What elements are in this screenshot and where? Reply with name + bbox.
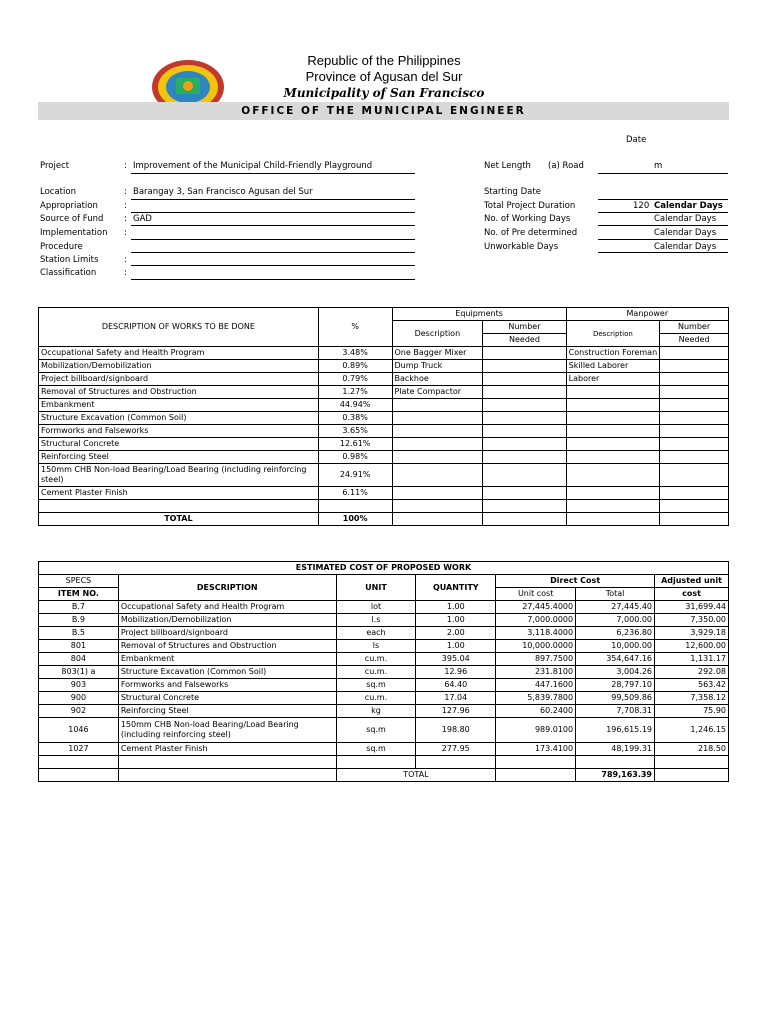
cost-unit: sq.m (336, 679, 416, 692)
manpower-description (566, 412, 660, 425)
cost-quantity: 2.00 (416, 627, 496, 640)
table-row (39, 373, 729, 386)
manpower-description (566, 464, 660, 487)
road-unit: m (654, 161, 663, 171)
work-description: Structure Excavation (Common Soil) (39, 412, 319, 425)
cost-total: 6,236.80 (576, 627, 655, 640)
duration-label: Total Project Duration (484, 201, 576, 211)
date-label: Date (626, 135, 647, 145)
cost-total: 10,000.00 (576, 640, 655, 653)
manpower-number (660, 464, 729, 487)
table-row (39, 653, 729, 666)
manpower-description (566, 451, 660, 464)
cost-adjusted: 31,699.44 (655, 601, 729, 614)
net-length-label: Net Length (484, 161, 531, 171)
table-row (39, 679, 729, 692)
cost-header-description: DESCRIPTION (118, 575, 336, 601)
cost-unit-cost: 10,000.0000 (496, 640, 576, 653)
manpower-description: Construction Foreman (566, 347, 660, 360)
cost-unit-cost: 173.4100 (496, 743, 576, 756)
cost-header-unit: UNIT (336, 575, 416, 601)
works-header-eq-needed: Needed (483, 334, 566, 347)
colon: : (124, 268, 127, 278)
table-row (39, 705, 729, 718)
cost-adjusted: 7,350.00 (655, 614, 729, 627)
work-percent: 0.79% (318, 373, 392, 386)
cost-item-no: B.5 (39, 627, 119, 640)
header-province: Province of Agusan del Sur (305, 69, 463, 84)
cost-unit: ls (336, 640, 416, 653)
work-percent: 3.65% (318, 425, 392, 438)
starting-date-label: Starting Date (484, 187, 541, 197)
manpower-description (566, 425, 660, 438)
cost-header-cost: cost (655, 588, 729, 601)
work-description: Mobilization/Demobilization (39, 360, 319, 373)
table-row (39, 627, 729, 640)
cost-quantity: 12.96 (416, 666, 496, 679)
cost-total: 27,445.40 (576, 601, 655, 614)
cost-table (38, 561, 729, 782)
cost-quantity: 17.04 (416, 692, 496, 705)
cost-unit-cost: 3,118.4000 (496, 627, 576, 640)
cost-total-value: 789,163.39 (576, 769, 655, 782)
cost-adjusted: 75.90 (655, 705, 729, 718)
equipment-number (483, 360, 566, 373)
manpower-number (660, 438, 729, 451)
manpower-description (566, 438, 660, 451)
cost-description: Structural Concrete (118, 692, 336, 705)
works-table (38, 307, 729, 526)
cost-quantity: 64.40 (416, 679, 496, 692)
cost-unit-cost: 231.8100 (496, 666, 576, 679)
cost-header-specs: SPECS (39, 575, 119, 588)
work-description: Cement Plaster Finish (39, 487, 319, 500)
manpower-number (660, 360, 729, 373)
cost-quantity: 1.00 (416, 614, 496, 627)
cost-header-total: Total (576, 588, 655, 601)
project-label: Project (40, 161, 70, 171)
equipment-number (483, 464, 566, 487)
office-banner: OFFICE OF THE MUNICIPAL ENGINEER (38, 102, 729, 120)
equipment-description (392, 399, 483, 412)
cost-adjusted: 563.42 (655, 679, 729, 692)
works-header-manpower: Manpower (566, 308, 728, 321)
location-value: Barangay 3, San Francisco Agusan del Sur (133, 187, 313, 197)
cost-item-no: 1027 (39, 743, 119, 756)
source-value: GAD (133, 214, 152, 224)
equipment-number (483, 487, 566, 500)
manpower-number (660, 373, 729, 386)
cost-unit-cost: 7,000.0000 (496, 614, 576, 627)
equipment-number (483, 373, 566, 386)
cost-total: 196,615.19 (576, 718, 655, 743)
cost-unit: l.s (336, 614, 416, 627)
cost-unit: cu.m. (336, 692, 416, 705)
equipment-number (483, 438, 566, 451)
procedure-label: Procedure (40, 242, 83, 252)
cost-unit-cost: 447.1600 (496, 679, 576, 692)
manpower-number (660, 425, 729, 438)
colon: : (124, 214, 127, 224)
cost-item-no: B.9 (39, 614, 119, 627)
cost-description: Formworks and Falseworks (118, 679, 336, 692)
table-row (39, 347, 729, 360)
table-row (39, 614, 729, 627)
cost-unit: cu.m. (336, 653, 416, 666)
cost-description: Removal of Structures and Obstruction (118, 640, 336, 653)
implementation-label: Implementation (40, 228, 108, 238)
works-header-percent: % (318, 308, 392, 347)
cost-unit-cost: 989.0100 (496, 718, 576, 743)
cost-item-no: 900 (39, 692, 119, 705)
table-row (39, 601, 729, 614)
cost-total: 7,708.31 (576, 705, 655, 718)
cost-unit-cost: 5,839.7800 (496, 692, 576, 705)
works-header-mp-needed: Needed (660, 334, 729, 347)
works-header-eq-number: Number (483, 321, 566, 334)
source-label: Source of Fund (40, 214, 104, 224)
work-percent: 0.38% (318, 412, 392, 425)
works-header-mp-desc: Description (566, 321, 660, 347)
colon: : (124, 161, 127, 171)
works-total-label: TOTAL (39, 513, 319, 526)
work-description: Occupational Safety and Health Program (39, 347, 319, 360)
manpower-description (566, 386, 660, 399)
work-percent: 44.94% (318, 399, 392, 412)
cost-total: 99,509.86 (576, 692, 655, 705)
work-percent: 24.91% (318, 464, 392, 487)
works-header-eq-desc: Description (392, 321, 483, 347)
equipment-description (392, 412, 483, 425)
table-row (39, 399, 729, 412)
cost-quantity: 277.95 (416, 743, 496, 756)
cost-unit: cu.m. (336, 666, 416, 679)
cost-adjusted: 12,600.00 (655, 640, 729, 653)
cost-unit: each (336, 627, 416, 640)
work-percent: 12.61% (318, 438, 392, 451)
table-row (39, 425, 729, 438)
cost-item-no: 803(1) a (39, 666, 119, 679)
cost-total: 354,647.16 (576, 653, 655, 666)
cost-header-adjusted: Adjusted unit (655, 575, 729, 588)
equipment-description (392, 425, 483, 438)
cost-description: Structure Excavation (Common Soil) (118, 666, 336, 679)
equipment-number (483, 425, 566, 438)
work-description: Reinforcing Steel (39, 451, 319, 464)
equipment-description: Dump Truck (392, 360, 483, 373)
equipment-number (483, 412, 566, 425)
cost-unit: sq.m (336, 718, 416, 743)
work-percent: 0.89% (318, 360, 392, 373)
cost-header-quantity: QUANTITY (416, 575, 496, 601)
cost-total: 48,199.31 (576, 743, 655, 756)
cost-description: Project billboard/signboard (118, 627, 336, 640)
classification-label: Classification (40, 268, 97, 278)
cost-title: ESTIMATED COST OF PROPOSED WORK (39, 562, 729, 575)
work-description: Embankment (39, 399, 319, 412)
works-total-value: 100% (318, 513, 392, 526)
work-description: 150mm CHB Non-load Bearing/Load Bearing (including reinforcing steel) (39, 464, 319, 487)
works-header-description: DESCRIPTION OF WORKS TO BE DONE (39, 308, 319, 347)
manpower-description (566, 487, 660, 500)
station-label: Station Limits (40, 255, 99, 265)
cost-total: 7,000.00 (576, 614, 655, 627)
cost-header-unit-cost: Unit cost (496, 588, 576, 601)
equipment-description (392, 438, 483, 451)
predetermined-label: No. of Pre determined (484, 228, 578, 238)
table-row (39, 640, 729, 653)
work-description: Removal of Structures and Obstruction (39, 386, 319, 399)
cost-unit-cost: 27,445.4000 (496, 601, 576, 614)
table-row (39, 743, 729, 756)
cost-quantity: 127.96 (416, 705, 496, 718)
cost-item-no: 804 (39, 653, 119, 666)
cost-description: Mobilization/Demobilization (118, 614, 336, 627)
colon: : (124, 255, 127, 265)
equipment-description (392, 451, 483, 464)
work-description: Formworks and Falseworks (39, 425, 319, 438)
works-header-equipments: Equipments (392, 308, 566, 321)
work-description: Structural Concrete (39, 438, 319, 451)
cost-unit: sq.m (336, 743, 416, 756)
cost-total-label: TOTAL (336, 769, 496, 782)
road-label: (a) Road (548, 161, 584, 171)
cost-description: Reinforcing Steel (118, 705, 336, 718)
project-value: Improvement of the Municipal Child-Friendly Playground (133, 161, 373, 171)
manpower-number (660, 451, 729, 464)
manpower-number (660, 386, 729, 399)
colon: : (124, 228, 127, 238)
manpower-number (660, 487, 729, 500)
cost-unit-cost: 60.2400 (496, 705, 576, 718)
appropriation-label: Appropriation (40, 201, 98, 211)
working-days-unit: Calendar Days (654, 214, 717, 224)
cost-item-no: 902 (39, 705, 119, 718)
equipment-description: Backhoe (392, 373, 483, 386)
cost-unit: kg (336, 705, 416, 718)
table-row (39, 451, 729, 464)
cost-description: Embankment (118, 653, 336, 666)
header-municipality: Municipality of San Francisco (283, 86, 485, 100)
equipment-number (483, 451, 566, 464)
equipment-description: Plate Compactor (392, 386, 483, 399)
cost-adjusted: 7,358.12 (655, 692, 729, 705)
table-row (39, 412, 729, 425)
equipment-number (483, 399, 566, 412)
cost-header-item-no: ITEM NO. (39, 588, 119, 601)
table-row (39, 386, 729, 399)
colon: : (124, 187, 127, 197)
work-percent: 0.98% (318, 451, 392, 464)
table-row (39, 718, 729, 743)
unworkable-unit: Calendar Days (654, 242, 717, 252)
table-row (39, 692, 729, 705)
manpower-description: Skilled Laborer (566, 360, 660, 373)
cost-total: 3,004.26 (576, 666, 655, 679)
cost-adjusted: 292.08 (655, 666, 729, 679)
cost-adjusted: 1,131.17 (655, 653, 729, 666)
cost-description: Occupational Safety and Health Program (118, 601, 336, 614)
header-republic: Republic of the Philippines (307, 53, 461, 68)
table-row (39, 360, 729, 373)
cost-header-direct: Direct Cost (496, 575, 655, 588)
manpower-number (660, 347, 729, 360)
cost-description: 150mm CHB Non-load Bearing/Load Bearing (including reinforcing steel) (118, 718, 336, 743)
equipment-number (483, 347, 566, 360)
cost-quantity: 395.04 (416, 653, 496, 666)
equipment-description (392, 487, 483, 500)
cost-description: Cement Plaster Finish (118, 743, 336, 756)
cost-total: 28,797.10 (576, 679, 655, 692)
duration-unit: Calendar Days (654, 201, 723, 211)
cost-adjusted: 3,929.18 (655, 627, 729, 640)
location-label: Location (40, 187, 76, 197)
table-row (39, 487, 729, 500)
cost-quantity: 1.00 (416, 640, 496, 653)
work-percent: 3.48% (318, 347, 392, 360)
cost-item-no: B.7 (39, 601, 119, 614)
work-percent: 6.11% (318, 487, 392, 500)
cost-adjusted: 1,246.15 (655, 718, 729, 743)
duration-value: 120 (633, 201, 650, 211)
working-days-label: No. of Working Days (484, 214, 571, 224)
cost-unit: lot (336, 601, 416, 614)
manpower-description (566, 399, 660, 412)
cost-item-no: 801 (39, 640, 119, 653)
table-row (39, 438, 729, 451)
table-row (39, 666, 729, 679)
cost-adjusted: 218.50 (655, 743, 729, 756)
manpower-number (660, 399, 729, 412)
cost-quantity: 1.00 (416, 601, 496, 614)
equipment-number (483, 386, 566, 399)
work-percent: 1.27% (318, 386, 392, 399)
equipment-description (392, 464, 483, 487)
predetermined-unit: Calendar Days (654, 228, 717, 238)
cost-item-no: 903 (39, 679, 119, 692)
manpower-number (660, 412, 729, 425)
works-header-mp-number: Number (660, 321, 729, 334)
manpower-description: Laborer (566, 373, 660, 386)
work-description: Project billboard/signboard (39, 373, 319, 386)
cost-item-no: 1046 (39, 718, 119, 743)
colon: : (124, 201, 127, 211)
cost-quantity: 198.80 (416, 718, 496, 743)
equipment-description: One Bagger Mixer (392, 347, 483, 360)
table-row (39, 464, 729, 487)
cost-unit-cost: 897.7500 (496, 653, 576, 666)
unworkable-label: Unworkable Days (484, 242, 559, 252)
